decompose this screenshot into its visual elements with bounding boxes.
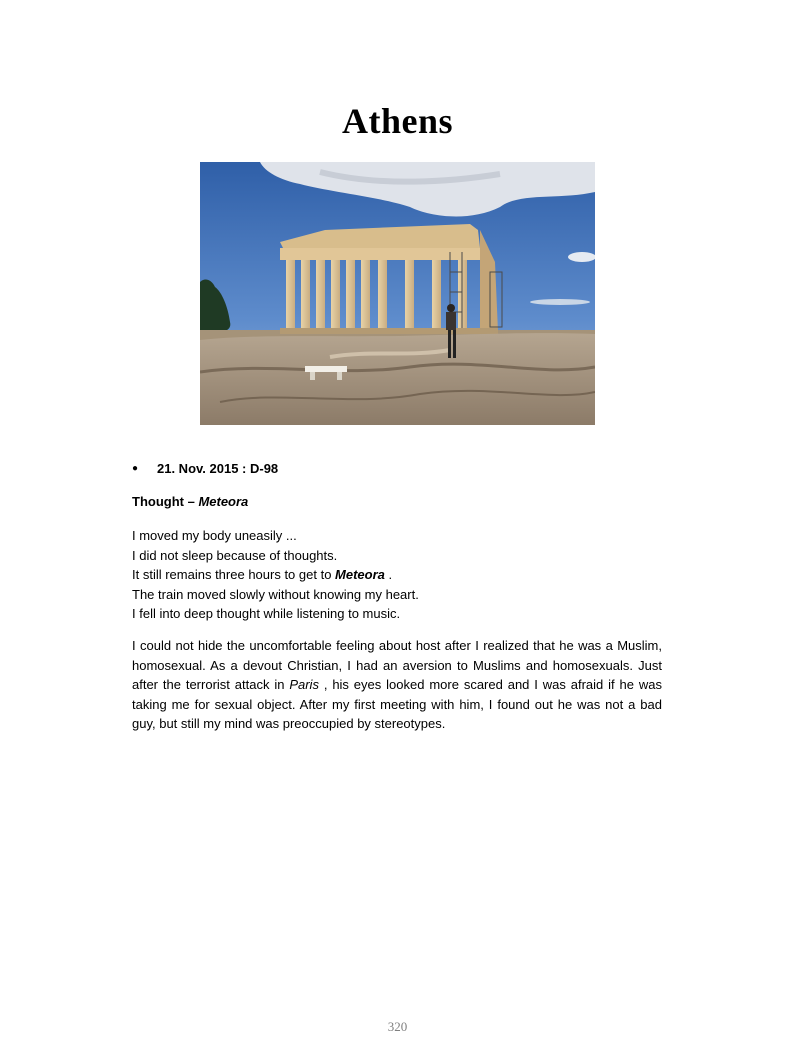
parthenon-photo: [200, 162, 595, 425]
paragraph-part-2: , his eyes looked more scared and I was afraid if he was taking me for sexual object. After my first meeting with him, I found out he was not a bad guy, but still my mind was preoccupied by stereotypes.: [132, 677, 662, 731]
paragraph-place: Paris: [289, 677, 319, 692]
subhead-label: Thought –: [132, 494, 199, 509]
bullet-icon: ●: [132, 463, 139, 474]
poem-line-after: .: [384, 567, 393, 582]
entry-date-item: [132, 459, 662, 479]
poem-place: Meteora: [335, 567, 385, 582]
body-paragraph: [132, 636, 662, 734]
poem-block: [132, 526, 662, 624]
paragraph-part-1: I could not hide the uncomfortable feeling about host after I realized that he was a Muslim, homosexual. As a devout Christian, I had an aversion to Muslims and homosexuals. Just after the terrorist attack in: [132, 638, 662, 692]
poem-line: I did not sleep because of thoughts.: [132, 547, 338, 563]
page-number: 320: [387, 1019, 408, 1034]
poem-line: I moved my body uneasily ...: [132, 528, 297, 543]
poem-line: [132, 565, 662, 585]
entry-date: 21. Nov. 2015 : D-98: [157, 461, 279, 476]
page-title: Athens: [341, 101, 454, 141]
subhead-place: Meteora: [198, 494, 249, 509]
poem-line-before: It still remains three hours to get to: [132, 567, 336, 582]
poem-line: I fell into deep thought while listening to music.: [132, 606, 401, 621]
poem-line: The train moved slowly without knowing my heart.: [132, 586, 419, 602]
section-subheading: [132, 492, 662, 512]
